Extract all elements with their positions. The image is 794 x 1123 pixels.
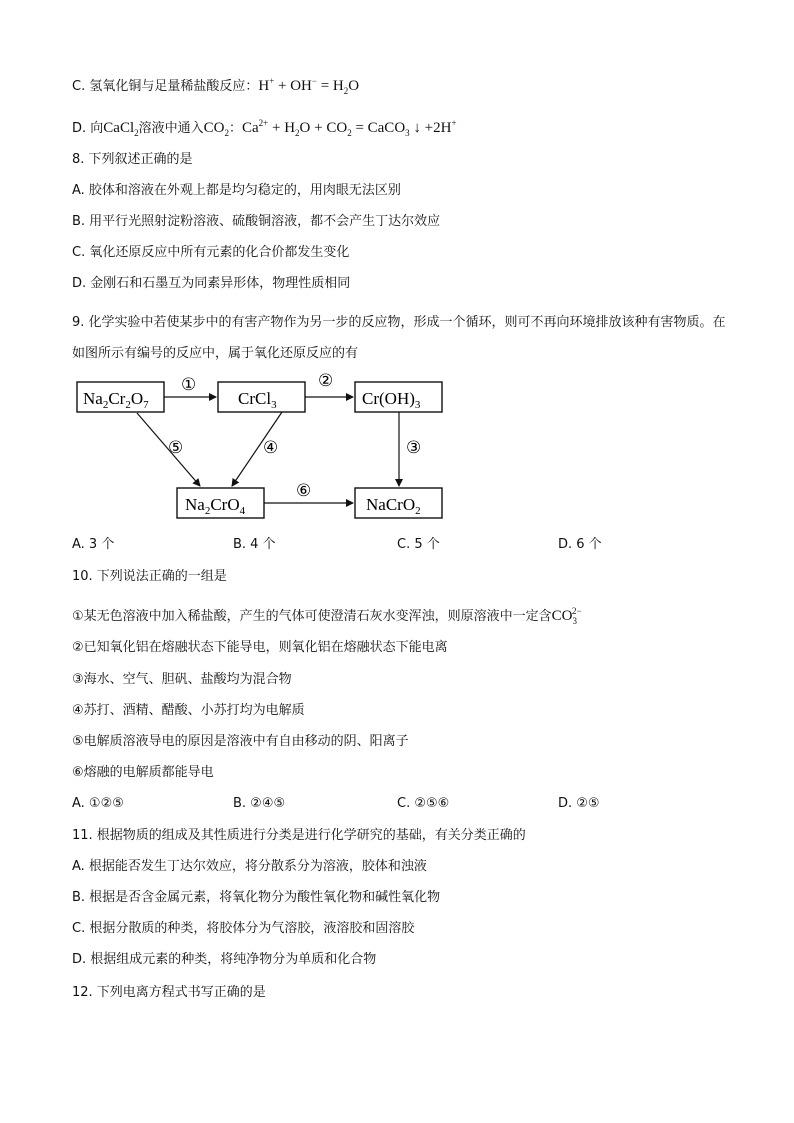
box-croh3 — [355, 382, 442, 412]
box-na2cr2o7 — [77, 382, 164, 412]
q10-statement-1-text: ①某无色溶液中加入稀盐酸，产生的气体可使澄清石灰水变浑浊，则原溶液中一定含 — [72, 609, 552, 624]
q9-reaction-diagram — [0, 0, 794, 540]
q8-option-d: D. 金刚石和石墨互为同素异形体，物理性质相同 — [72, 276, 351, 291]
q8-option-a: A. 胶体和溶液在外观上都是均匀稳定的，用肉眼无法区别 — [72, 183, 401, 198]
reaction-number-5: ⑤ — [168, 438, 184, 457]
q9-option-a: A. 3 个 — [72, 537, 115, 552]
reaction-number-2: ② — [318, 371, 334, 390]
q7-option-c-label: C. 氢氧化铜与足量稀盐酸反应： — [72, 79, 259, 94]
reaction-number-3: ③ — [406, 438, 422, 457]
svg-text:Cr(OH)3: $Cr(OH)_3$ — [362, 389, 421, 411]
q10-option-c: C. ②⑤⑥ — [397, 796, 450, 811]
q7-option-c-equation: $H^+ + OH^- = H_2O$ — [258, 76, 360, 96]
q9-option-b: B. 4 个 — [233, 537, 276, 552]
svg-text:Na2CrO4: $Na_2CrO_4$ — [185, 495, 246, 517]
q10-option-d: D. ②⑤ — [558, 796, 600, 811]
reaction-number-6: ⑥ — [296, 481, 312, 500]
q11-stem: 11. 根据物质的组成及其性质进行分类是进行化学研究的基础，有关分类正确的 — [72, 828, 526, 843]
svg-text:Na2Cr2O7: $Na_2Cr_2O_7$ — [83, 389, 149, 411]
reaction-number-4: ④ — [263, 438, 279, 457]
svg-text:NaCrO2: NaCrO$_2$ — [366, 495, 421, 517]
q11-option-a: A. 根据能否发生丁达尔效应，将分散系分为溶液，胶体和浊液 — [72, 859, 427, 874]
q7-option-d-reagent: CaCl$_2$ — [103, 120, 139, 138]
q12-stem: 12. 下列电离方程式书写正确的是 — [72, 985, 266, 1000]
q8-option-b: B. 用平行光照射淀粉溶液、硫酸铜溶液，都不会产生丁达尔效应 — [72, 214, 441, 229]
box-nacro2 — [355, 488, 442, 518]
q11-option-b: B. 根据是否含金属元素，将氧化物分为酸性氧化物和碱性氧化物 — [72, 890, 441, 905]
q8-option-c: C. 氧化还原反应中所有元素的化合价都发生变化 — [72, 245, 350, 260]
q10-statement-6: ⑥熔融的电解质都能导电 — [72, 765, 214, 780]
q10-option-a: A. ①②⑤ — [72, 796, 124, 811]
q10-carbonate-ion: $CO_3^{2-}$ — [551, 606, 582, 626]
q8-stem: 8. 下列叙述正确的是 — [72, 152, 193, 167]
reaction-number-1: ① — [181, 375, 197, 394]
q10-statement-2: ②已知氧化铝在熔融状态下能导电，则氧化铝在熔融状态下能电离 — [72, 640, 448, 655]
box-na2cro4 — [177, 488, 264, 518]
q7-option-d-colon: ： — [228, 121, 242, 136]
q7-option-d-equation: $Ca^{2+} + H_2O + CO_2$ = CaCO$_3$ ↓ +2H+ — [242, 118, 457, 138]
q10-statement-3: ③海水、空气、胆矾、盐酸均为混合物 — [72, 672, 292, 687]
q10-option-b: B. ②④⑤ — [233, 796, 286, 811]
q10-statement-5: ⑤电解质溶液导电的原因是溶液中有自由移动的阴、阳离子 — [72, 734, 409, 749]
q10-statement-4: ④苏打、酒精、醋酸、小苏打均为电解质 — [72, 703, 305, 718]
q9-option-c: C. 5 个 — [397, 537, 440, 552]
q11-option-c: C. 根据分散质的种类，将胶体分为气溶胶，液溶胶和固溶胶 — [72, 921, 415, 936]
q9-option-d: D. 6 个 — [558, 537, 602, 552]
q11-option-d: D. 根据组成元素的种类，将纯净物分为单质和化合物 — [72, 952, 377, 967]
q10-stem: 10. 下列说法正确的一组是 — [72, 569, 227, 584]
q7-option-d-label: D. 向 — [72, 121, 104, 136]
q9-stem: 9. 化学实验中若使某步中的有害产物作为另一步的反应物，形成一个循环，则可不再向环境排放该种有害物质。在如图所示有编号的反应中，属于氧化还原反应的有 — [72, 315, 726, 361]
svg-text:CrCl3: CrCl$_3$ — [238, 389, 277, 411]
q7-option-d-mid: 溶液中通入 — [138, 121, 204, 136]
box-crcl3 — [218, 382, 305, 412]
q10-statement-1 — [72, 602, 582, 630]
q7-option-d-gas: $CO_2$ — [203, 120, 229, 138]
